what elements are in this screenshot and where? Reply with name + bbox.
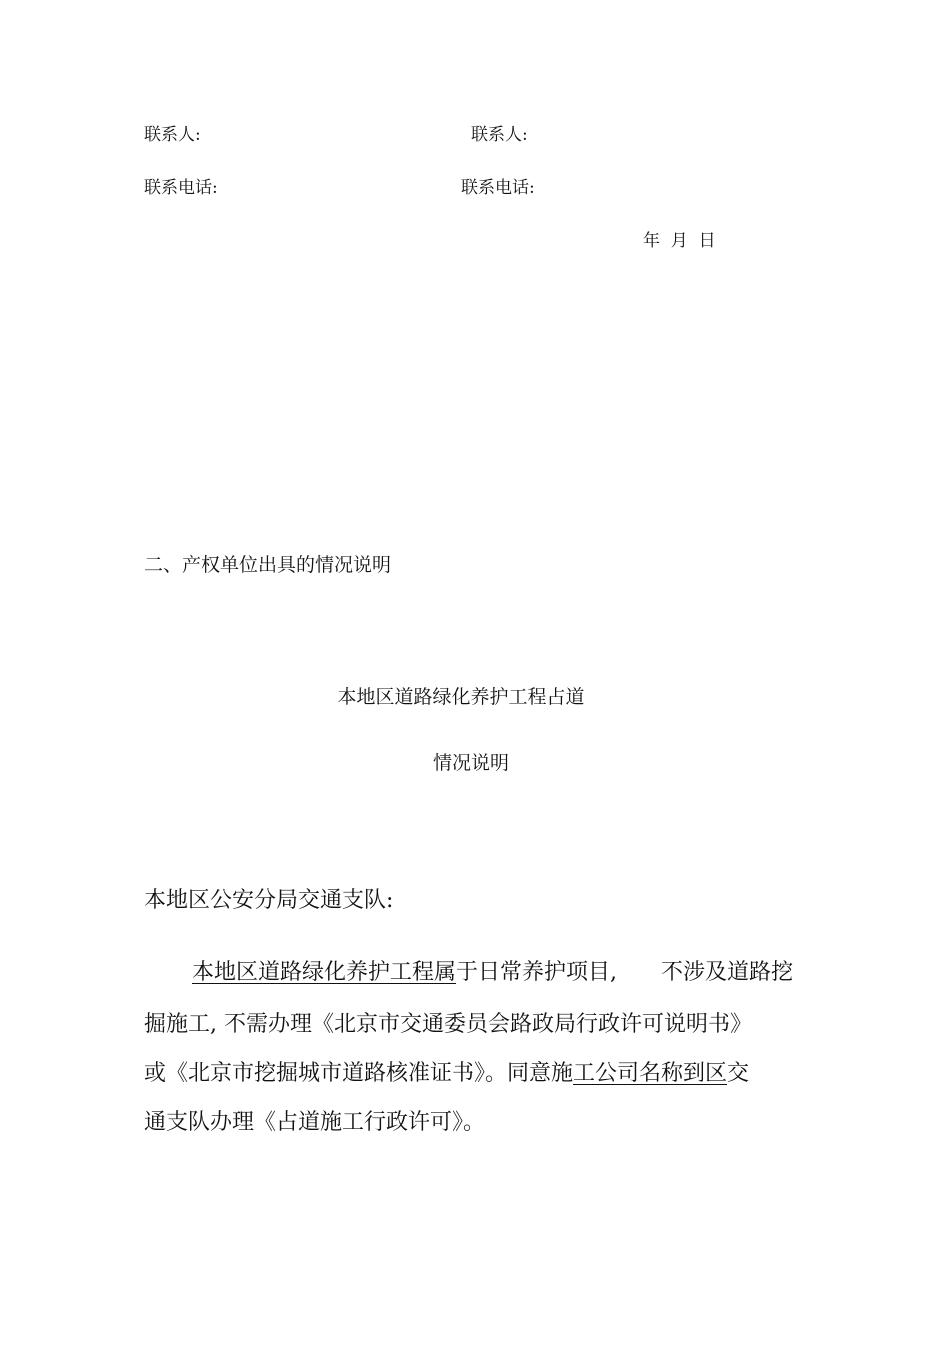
body-line-1-text2: 不涉及道路挖 [661,960,794,985]
body-line-3 [144,1063,749,1085]
notice-title-line2 [0,754,950,773]
body-line-2: 掘施工, 不需办理《北京市交通委员会路政局行政许可说明书》 [144,1012,752,1037]
contact-person-label-left: 联系人: [144,125,201,145]
contact-person-label-right: 联系人: [471,125,528,145]
notice-title-line2-text: 情况说明 [432,752,509,774]
project-name-underlined: 本地区道路绿化养护工程属 [192,960,457,985]
contact-phone-label-right: 联系电话: [461,178,535,198]
body-line-1-text: 于日常养护项目, [456,960,618,985]
notice-title-line1 [0,688,950,707]
notice-title-line1-text: 本地区道路绿化养护工程占道 [337,686,585,708]
body-line-4: 通支队办理《占道施工行政许可》。 [144,1110,486,1135]
body-line-3-after: 交 [727,1061,750,1086]
body-line-1 [192,962,793,984]
section-heading: 二、产权单位出具的情况说明 [144,554,392,576]
body-line-3-before: 或《北京市挖掘城市道路核准证书》。同意施 [144,1061,574,1086]
addressee: 本地区公安分局交通支队: [144,888,394,913]
company-name-underlined: 工公司名称到区 [573,1061,728,1086]
date-label: 年 月 日 [643,231,716,251]
contact-phone-label-left: 联系电话: [144,178,218,198]
